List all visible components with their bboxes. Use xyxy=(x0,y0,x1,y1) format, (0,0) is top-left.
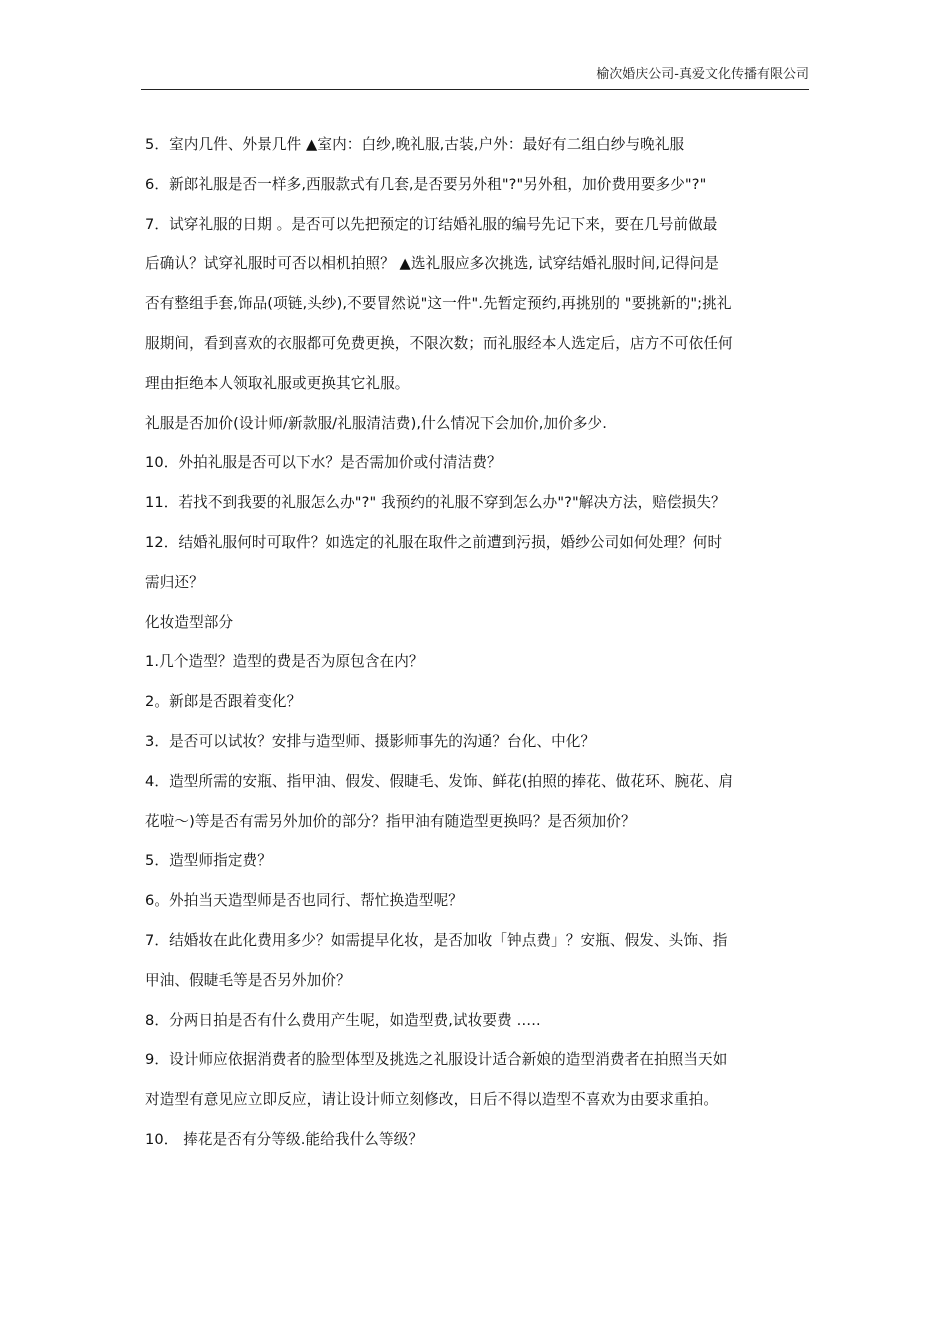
text-line: 12．结婚礼服何时可取件？如选定的礼服在取件之前遭到污损，婚纱公司如何处理？何时 xyxy=(145,533,723,551)
text-line: 3．是否可以试妆？安排与造型师、摄影师事先的沟通？台化、中化？ xyxy=(145,732,596,750)
text-line: 7．试穿礼服的日期 。是否可以先把预定的订结婚礼服的编号先记下来，要在几号前做最 xyxy=(145,215,718,233)
text-line: 需归还？ xyxy=(145,573,204,591)
text-line: 9．设计师应依据消费者的脸型体型及挑选之礼服设计适合新娘的造型消费者在拍照当天如 xyxy=(145,1051,728,1069)
text-line: 5．室内几件、外景几件 ▲室内：白纱,晚礼服,古装,户外：最好有二组白纱与晚礼服 xyxy=(145,136,685,153)
page-header xyxy=(141,66,809,90)
text-line: 理由拒绝本人领取礼服或更换其它礼服。 xyxy=(145,374,410,392)
text-line: 礼服是否加价(设计师/新款服/礼服清洁费),什么情况下会加价,加价多少. xyxy=(145,414,607,432)
section-heading: 化妆造型部分 xyxy=(145,613,234,631)
text-line: 5．造型师指定费？ xyxy=(145,852,272,870)
text-line: 4．造型所需的安瓶、指甲油、假发、假睫毛、发饰、鲜花(拍照的捧花、做花环、腕花、肩 xyxy=(145,772,734,790)
header-title: 榆次婚庆公司-真爱文化传播有限公司 xyxy=(596,67,809,82)
text-line: 后确认？试穿礼服时可否以相机拍照？ ▲选礼服应多次挑选, 试穿结婚礼服时间,记得问是 xyxy=(145,255,719,273)
text-line: 花啦～)等是否有需另外加价的部分？指甲油有随造型更换吗？是否须加价？ xyxy=(145,812,636,830)
text-line: 1.几个造型？造型的费是否为原包含在内？ xyxy=(145,653,424,671)
text-line: 10． 捧花是否有分等级.能给我什么等级？ xyxy=(145,1130,424,1148)
text-line: 2。新郎是否跟着变化？ xyxy=(145,693,302,711)
text-line: 10．外拍礼服是否可以下水？是否需加价或付清洁费？ xyxy=(145,454,502,472)
text-line: 8．分两日拍是否有什么费用产生呢，如造型费,试妆要费 ….. xyxy=(145,1011,541,1029)
text-line: 服期间，看到喜欢的衣服都可免费更换，不限次数；而礼服经本人选定后，店方不可依任何 xyxy=(145,334,733,352)
text-line: 6。外拍当天造型师是否也同行、帮忙换造型呢？ xyxy=(145,892,463,910)
text-line: 甲油、假睫毛等是否另外加价？ xyxy=(145,971,351,989)
text-line: 否有整组手套,饰品(项链,头纱),不要冒然说"这一件".先暂定预约,再挑别的 "要挑新的";挑礼 xyxy=(145,295,732,313)
document-body xyxy=(145,125,809,1160)
text-line: 7．结婚妆在此化费用多少？如需提早化妆，是否加收「钟点费」？安瓶、假发、头饰、指 xyxy=(145,931,728,949)
text-line: 6．新郎礼服是否一样多,西服款式有几套,是否要另外租"?"另外租，加价费用要多少"?" xyxy=(145,175,707,193)
text-line: 11．若找不到我要的礼服怎么办"?" 我预约的礼服不穿到怎么办"?"解决方法，赔偿损失？ xyxy=(145,494,726,512)
text-line: 对造型有意见应立即反应，请让设计师立刻修改，日后不得以造型不喜欢为由要求重拍。 xyxy=(145,1091,719,1109)
